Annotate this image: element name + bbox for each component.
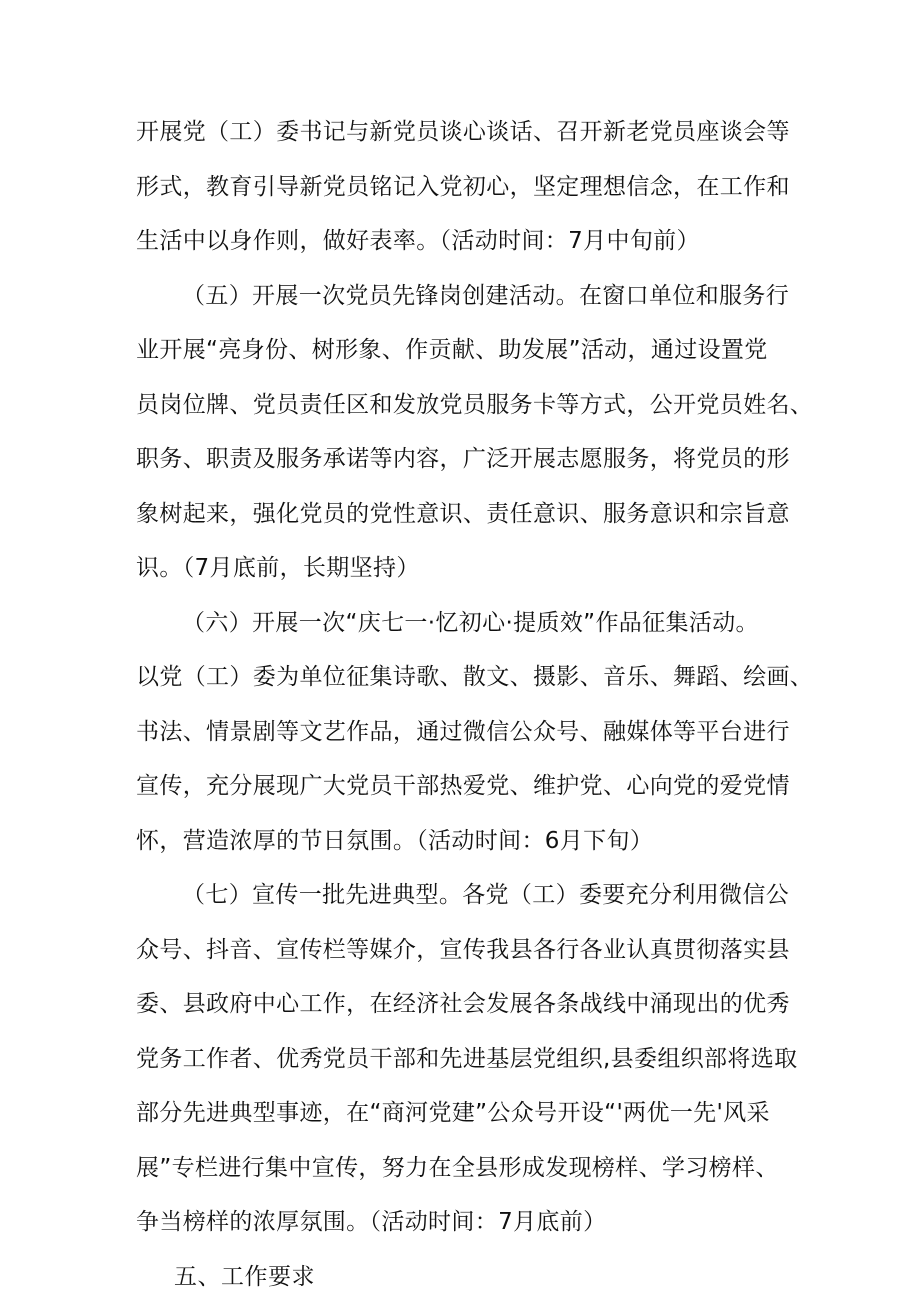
paragraph-line: 业开展“亮身份、树形象、作贡献、助发展”活动，通过设置党 [136,337,768,363]
paragraph-line: 以党（工）委为单位征集诗歌、散文、摄影、音乐、舞蹈、绘画、 [136,664,814,690]
paragraph-line: 众号、抖音、宣传栏等媒介，宣传我县各行各业认真贯彻落实县 [136,936,790,963]
paragraph-line: 怀，营造浓厚的节日氛围。（活动时间：6月下旬） [136,827,654,854]
paragraph-line: 展”专栏进行集中宣传，努力在全县形成发现榜样、学习榜样、 [136,1154,779,1181]
paragraph-line: 形式，教育引导新党员铭记入党初心，坚定理想信念，在工作和 [136,173,790,200]
paragraph-line: 书法、情景剧等文艺作品，通过微信公众号、融媒体等平台进行 [136,718,790,745]
section-heading: 五、工作要求 [174,1263,315,1290]
paragraph-line: 开展党（工）委书记与新党员谈心谈话、召开新老党员座谈会等 [136,119,790,145]
paragraph-line-indented: （六）开展一次“庆七一·忆初心·提质效”作品征集活动。 [182,609,759,636]
paragraph-line: 宣传，充分展现广大党员干部热爱党、维护党、心向党的爱党情 [136,773,790,799]
paragraph-line-indented: （七）宣传一批先进典型。各党（工）委要充分利用微信公 [182,882,790,908]
document-body [136,112,814,1311]
paragraph-line: 争当榜样的浓厚氛围。（活动时间：7月底前） [136,1209,607,1235]
paragraph-line: 职务、职责及服务承诺等内容，广泛开展志愿服务，将党员的形 [136,446,790,472]
paragraph-line: 象树起来，强化党员的党性意识、责任意识、服务意识和宗旨意 [136,500,790,527]
paragraph-line-indented: （五）开展一次党员先锋岗创建活动。在窗口单位和服务行 [182,282,790,309]
paragraph-line: 党务工作者、优秀党员干部和先进基层党组织,县委组织部将选取 [136,1045,798,1072]
paragraph-line: 委、县政府中心工作，在经济社会发展各条战线中涌现出的优秀 [136,991,790,1017]
paragraph-line: 部分先进典型事迹，在“商河党建”公众号开设“'两优一先'风采 [136,1100,770,1126]
paragraph-line: 员岗位牌、党员责任区和发放党员服务卡等方式，公开党员姓名、 [136,391,814,418]
paragraph-line: 生活中以身作则，做好表率。（活动时间：7月中旬前） [136,228,700,254]
paragraph-line: 识。（7月底前，长期坚持） [136,555,420,581]
